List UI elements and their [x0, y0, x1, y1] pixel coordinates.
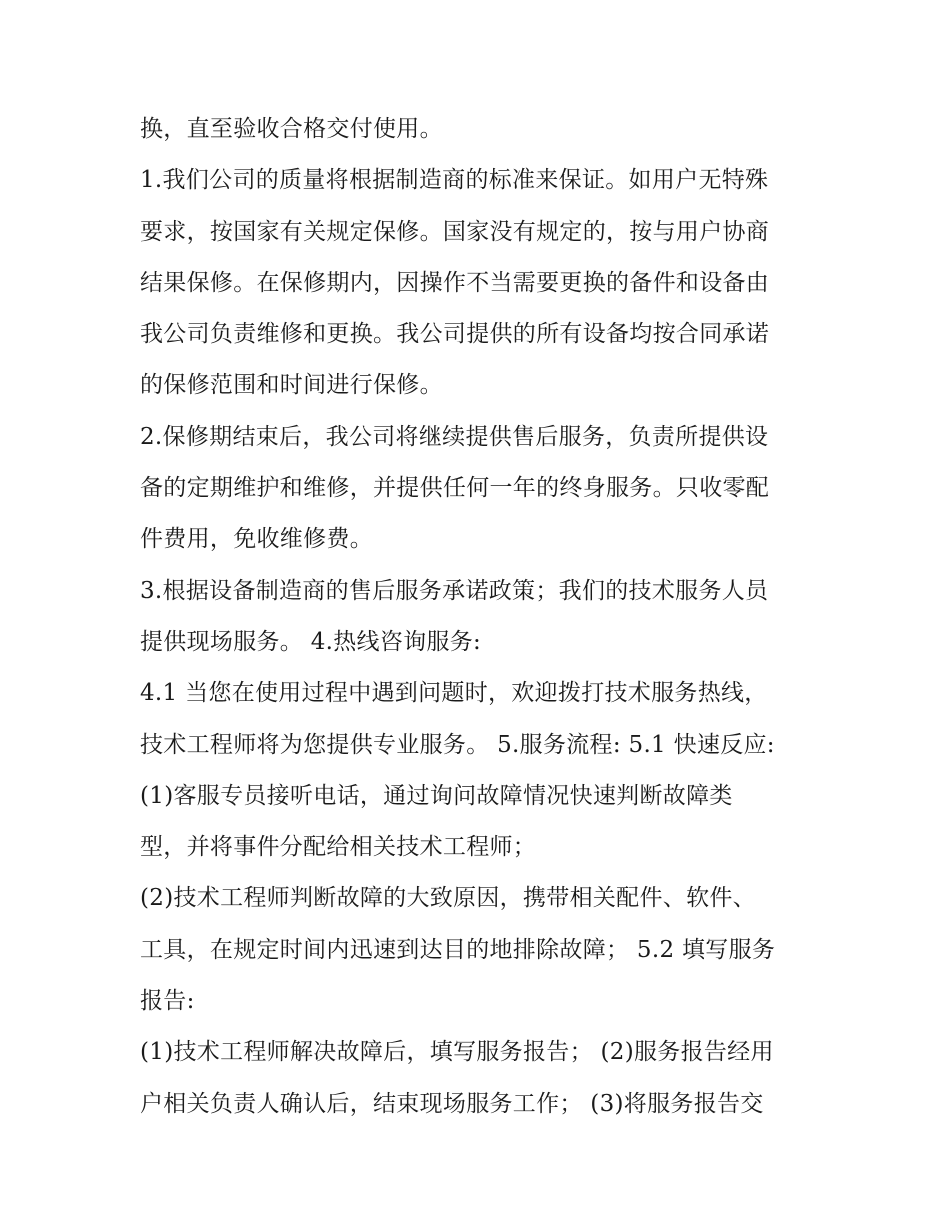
text-line: 要求，按国家有关规定保修。国家没有规定的，按与用户协商	[140, 218, 770, 245]
text-line: 型，并将事件分配给相关技术工程师；	[140, 834, 537, 861]
text-line: 1.我们公司的质量将根据制造商的标准来保证。如用户无特殊	[140, 167, 769, 194]
text-line: (1)技术工程师解决故障后，填写服务报告； (2)服务报告经用	[140, 1039, 774, 1066]
text-line: 报告:	[140, 988, 195, 1015]
text-line: 我公司负责维修和更换。我公司提供的所有设备均按合同承诺	[140, 321, 770, 348]
text-line: 的保修范围和时间进行保修。	[140, 372, 443, 399]
text-line: 4.1 当您在使用过程中遇到问题时，欢迎拨打技术服务热线，	[140, 680, 768, 707]
text-line: 换，直至验收合格交付使用。	[140, 116, 443, 142]
text-line: 3.根据设备制造商的售后服务承诺政策；我们的技术服务人员	[140, 577, 769, 604]
text-line: 提供现场服务。 4.热线咨询服务:	[140, 628, 482, 655]
text-line: (2)技术工程师判断故障的大致原因，携带相关配件、软件、	[140, 885, 756, 912]
text-line: 技术工程师将为您提供专业服务。 5.服务流程: 5.1 快速反应:	[140, 731, 775, 758]
text-line: 件费用，免收维修费。	[140, 526, 373, 553]
text-line: 结果保修。在保修期内，因操作不当需要更换的备件和设备由	[140, 269, 770, 296]
text-line: 备的定期维护和维修，并提供任何一年的终身服务。只收零配	[140, 475, 770, 502]
text-line: (1)客服专员接听电话，通过询问故障情况快速判断故障类	[140, 782, 733, 809]
text-line: 工具，在规定时间内迅速到达目的地排除故障； 5.2 填写服务	[140, 936, 776, 963]
text-line: 户相关负责人确认后，结束现场服务工作； (3)将服务报告交	[140, 1090, 764, 1117]
body-text	[140, 104, 820, 1130]
text-line: 2.保修期结束后，我公司将继续提供售后服务，负责所提供设	[140, 423, 769, 450]
